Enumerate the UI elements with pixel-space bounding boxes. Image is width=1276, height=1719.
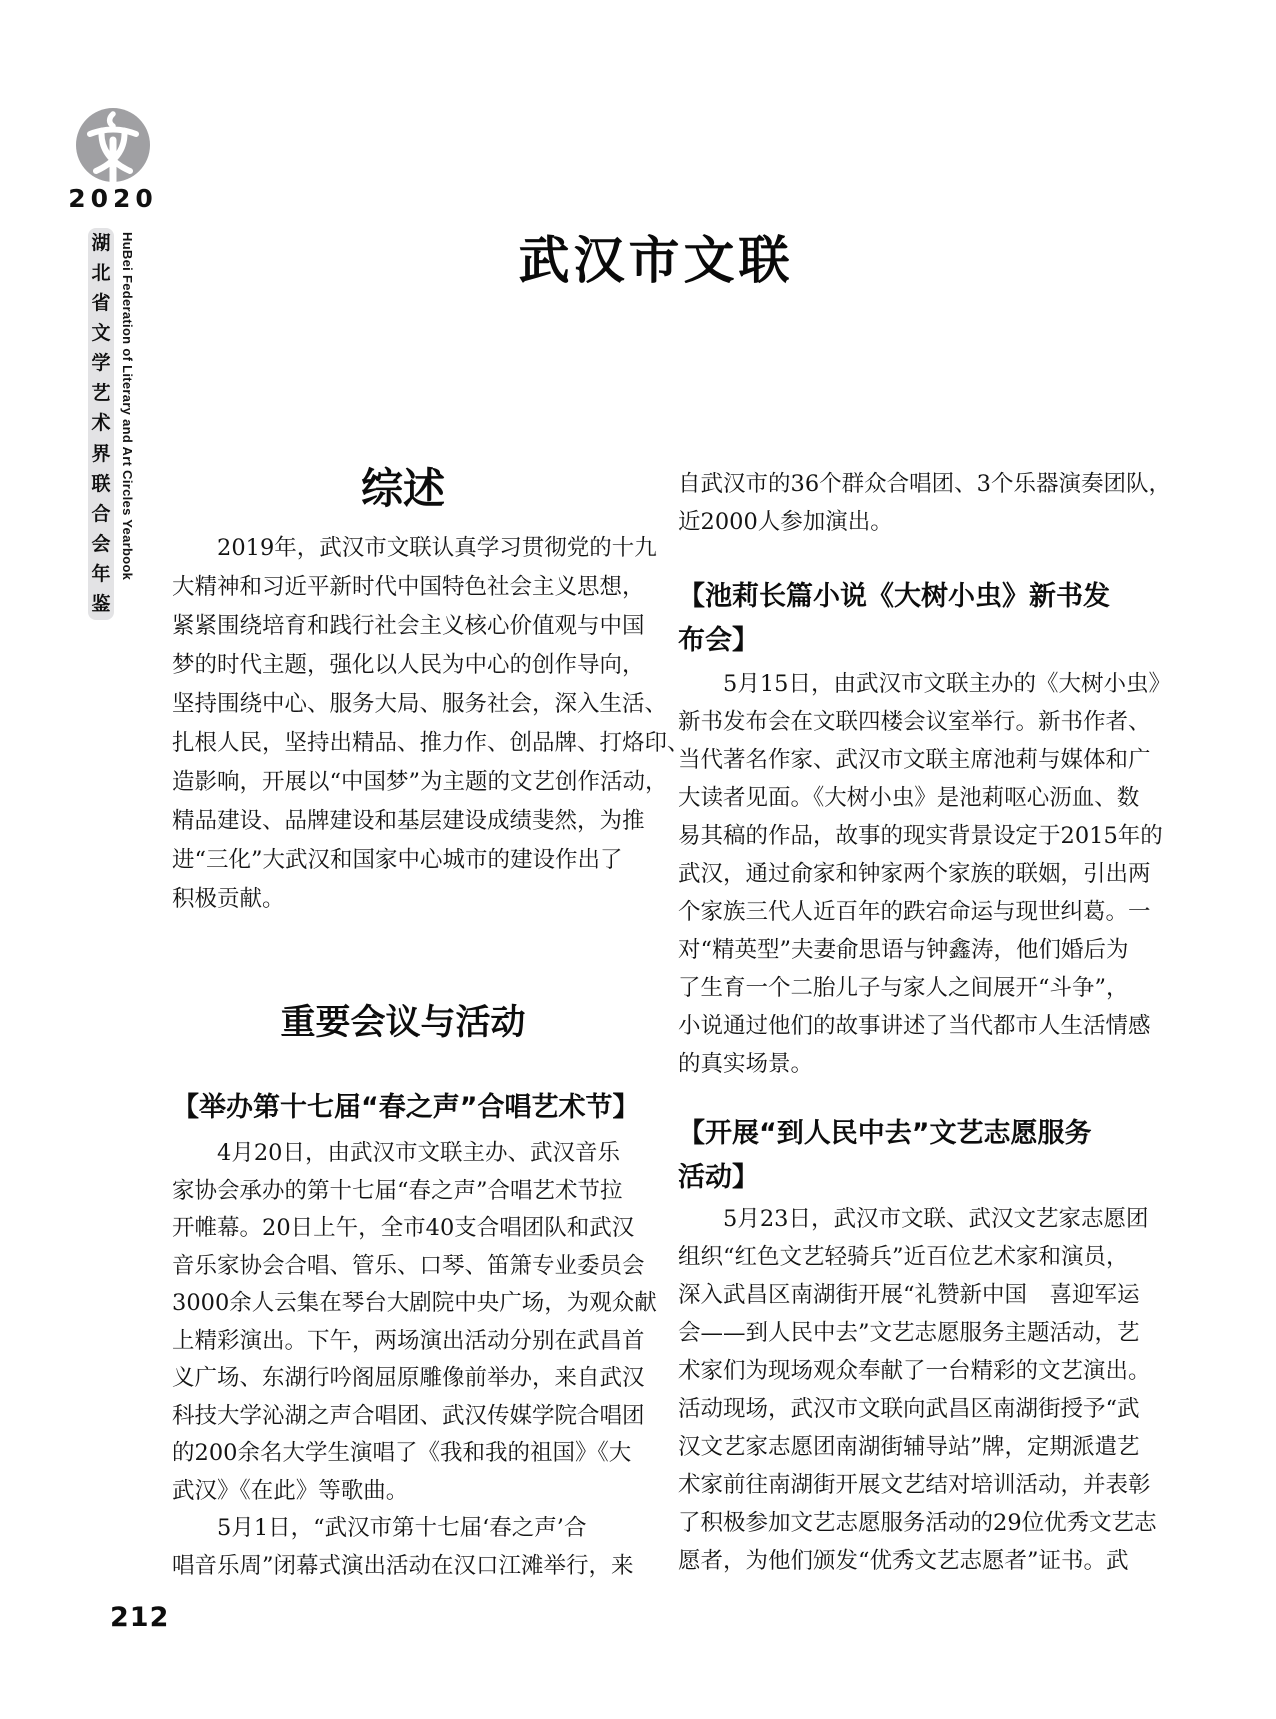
text-line: 【开展“到人民中去”文艺志愿服务 bbox=[678, 1118, 1092, 1149]
sidebar-char: 界 bbox=[91, 442, 111, 465]
overview-paragraph bbox=[172, 529, 690, 919]
section-chorus-festival-paragraphs bbox=[172, 1135, 657, 1585]
text-line: 术家们为现场观众奉献了一台精彩的文艺演出。 bbox=[678, 1358, 1151, 1384]
text-line: 2019年，武汉市文联认真学习贯彻党的十九 bbox=[172, 535, 657, 561]
text-line: 的200余名大学生演唱了《我和我的祖国》《大 bbox=[172, 1440, 632, 1466]
sidebar-char: 湖 bbox=[91, 232, 111, 254]
text-line: 活动现场，武汉市文联向武昌区南湖街授予“武 bbox=[678, 1396, 1140, 1422]
text-line: 小说通过他们的故事讲述了当代都市人生活情感 bbox=[678, 1013, 1151, 1039]
sidebar-char: 年 bbox=[91, 562, 111, 585]
text-line: 唱音乐周”闭幕式演出活动在汉口江滩举行，来 bbox=[172, 1552, 634, 1579]
text-line: 会——到人民中去”文艺志愿服务主题活动，艺 bbox=[678, 1320, 1140, 1346]
section-title-book-launch bbox=[678, 575, 1140, 663]
text-line: 紧紧围绕培育和践行社会主义核心价值观与中国 bbox=[172, 613, 645, 639]
text-line: 坚持围绕中心、服务大局、服务社会，深入生活、 bbox=[172, 691, 668, 717]
text-line: 积极贡献。 bbox=[172, 886, 285, 912]
text-line: 3000余人云集在琴台大剧院中央广场，为观众献 bbox=[172, 1290, 657, 1316]
section-volunteer-service-paragraph bbox=[678, 1200, 1157, 1580]
overview-heading: 综述 bbox=[360, 464, 445, 513]
text-line: 义广场、东湖行吟阁屈原雕像前举办，来自武汉 bbox=[172, 1365, 645, 1391]
continued-paragraph bbox=[678, 465, 1171, 541]
sidebar-english-title: HuBei Federation of Literary and Art Circles Yearbook bbox=[120, 232, 135, 581]
text-line: 造影响，开展以“中国梦”为主题的文艺创作活动， bbox=[172, 769, 668, 795]
sidebar-char: 省 bbox=[91, 292, 111, 315]
sidebar-char: 艺 bbox=[91, 382, 111, 405]
text-line: 扎根人民，坚持出精品、推力作、创品牌、打烙印、 bbox=[172, 730, 690, 756]
text-line: 【池莉长篇小说《大树小虫》新书发 bbox=[678, 581, 1110, 612]
text-line: 大精神和习近平新时代中国特色社会主义思想， bbox=[172, 574, 645, 600]
text-line: 梦的时代主题，强化以人民为中心的创作导向， bbox=[172, 652, 645, 678]
text-line: 当代著名作家、武汉市文联主席池莉与媒体和广 bbox=[678, 747, 1151, 773]
text-line: 的真实场景。 bbox=[678, 1051, 814, 1077]
federation-emblem-icon bbox=[74, 104, 152, 196]
meetings-heading: 重要会议与活动 bbox=[280, 1003, 526, 1043]
text-line: 5月15日，由武汉市文联主办的《大树小虫》 bbox=[678, 671, 1171, 697]
text-line: 5月1日，“武汉市第十七届‘春之声’合 bbox=[172, 1515, 587, 1541]
text-line: 深入武昌区南湖街开展“礼赞新中国 喜迎军运 bbox=[678, 1282, 1140, 1308]
sidebar-char: 文 bbox=[91, 322, 111, 345]
sidebar-char: 术 bbox=[91, 412, 111, 435]
text-line: 汉文艺家志愿团南湖街辅导站”牌，定期派遣艺 bbox=[678, 1434, 1140, 1460]
text-line: 5月23日，武汉市文联、武汉文艺家志愿团 bbox=[678, 1206, 1149, 1232]
page-number: 212 bbox=[110, 1602, 170, 1633]
sidebar-char: 联 bbox=[91, 472, 111, 495]
text-line: 进“三化”大武汉和国家中心城市的建设作出了 bbox=[172, 847, 623, 873]
sidebar-char: 会 bbox=[91, 532, 111, 555]
text-line: 术家前往南湖街开展文艺结对培训活动，并表彰 bbox=[678, 1472, 1151, 1498]
text-line: 个家族三代人近百年的跌宕命运与现世纠葛。一 bbox=[678, 899, 1151, 925]
text-line: 对“精英型”夫妻俞思语与钟鑫涛，他们婚后为 bbox=[678, 937, 1129, 963]
text-line: 活动】 bbox=[678, 1162, 759, 1193]
text-line: 了生育一个二胎儿子与家人之间展开“斗争”， bbox=[678, 975, 1129, 1001]
text-line: 新书发布会在文联四楼会议室举行。新书作者、 bbox=[678, 709, 1151, 735]
sidebar-char: 合 bbox=[91, 502, 111, 525]
text-line: 上精彩演出。下午，两场演出活动分别在武昌首 bbox=[172, 1327, 645, 1354]
right-column bbox=[678, 465, 1171, 1580]
text-line: 音乐家协会合唱、管乐、口琴、笛箫专业委员会 bbox=[172, 1252, 645, 1279]
text-line: 近2000人参加演出。 bbox=[678, 509, 893, 535]
text-line: 精品建设、品牌建设和基层建设成绩斐然，为推 bbox=[172, 808, 645, 834]
text-line: 4月20日，由武汉市文联主办、武汉音乐 bbox=[172, 1140, 620, 1166]
section-title-chorus-festival: 【举办第十七届“春之声”合唱艺术节】 bbox=[172, 1092, 640, 1123]
text-line: 武汉，通过俞家和钟家两个家族的联姻，引出两 bbox=[678, 861, 1151, 887]
text-line: 武汉》《在此》等歌曲。 bbox=[172, 1477, 409, 1504]
text-line: 大读者见面。《大树小虫》是池莉呕心沥血、数 bbox=[678, 785, 1140, 811]
text-line: 布会】 bbox=[678, 625, 759, 656]
text-line: 家协会承办的第十七届“春之声”合唱艺术节拉 bbox=[172, 1177, 623, 1204]
section-book-launch-paragraph bbox=[678, 665, 1171, 1083]
sidebar-char: 北 bbox=[91, 262, 111, 285]
logo-year-label: 2020 bbox=[68, 184, 158, 213]
sidebar-char: 鉴 bbox=[91, 592, 111, 615]
text-line: 愿者，为他们颁发“优秀文艺志愿者”证书。武 bbox=[678, 1548, 1129, 1574]
sidebar-vertical-title bbox=[88, 228, 114, 620]
left-column bbox=[172, 464, 690, 1585]
text-line: 了积极参加文艺志愿服务活动的29位优秀文艺志 bbox=[678, 1510, 1157, 1536]
text-line: 易其稿的作品，故事的现实背景设定于2015年的 bbox=[678, 823, 1163, 849]
text-line: 自武汉市的36个群众合唱团、3个乐器演奏团队， bbox=[678, 471, 1171, 497]
text-line: 组织“红色文艺轻骑兵”近百位艺术家和演员， bbox=[678, 1244, 1129, 1270]
sidebar-char: 学 bbox=[91, 352, 111, 375]
page-title: 武汉市文联 bbox=[518, 231, 794, 291]
text-line: 科技大学沁湖之声合唱团、武汉传媒学院合唱团 bbox=[172, 1402, 645, 1429]
section-title-volunteer-service bbox=[678, 1112, 1140, 1200]
text-line: 开帷幕。20日上午，全市40支合唱团队和武汉 bbox=[172, 1215, 635, 1241]
